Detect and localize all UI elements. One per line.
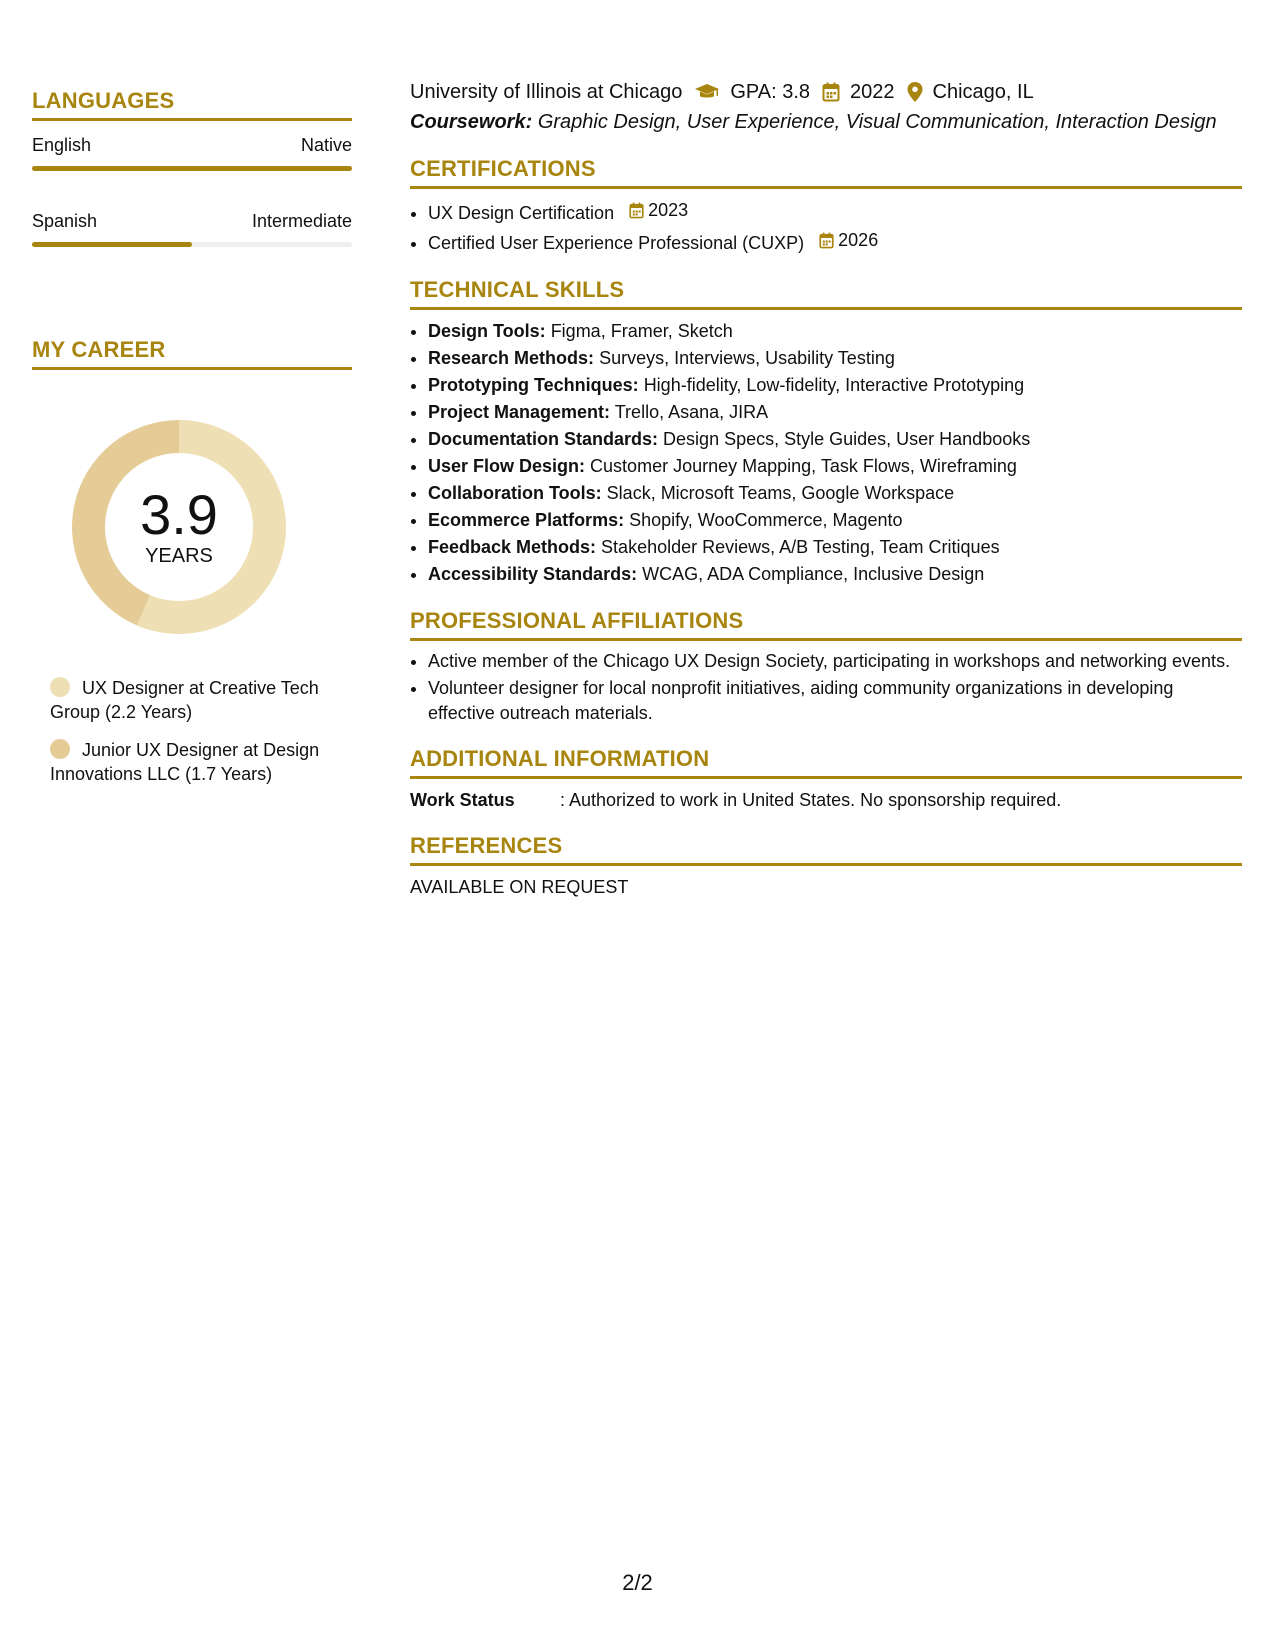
coursework-list: Graphic Design, User Experience, Visual Communication, Interaction Design	[537, 111, 1217, 133]
certification-name: Certified User Experience Professional (CUXP)	[428, 233, 805, 253]
language-row-english	[32, 135, 352, 156]
coursework-line	[410, 108, 1242, 136]
location: Chicago, IL	[932, 81, 1034, 103]
legend-item	[50, 738, 340, 786]
skill-label: Research Methods:	[428, 348, 595, 368]
school-name: University of Illinois at Chicago	[410, 81, 683, 103]
affiliations-list	[410, 649, 1242, 726]
skill-label: Collaboration Tools:	[428, 483, 602, 503]
certification-year: 2026	[838, 230, 879, 250]
list-item: • Volunteer designer for local nonprofit initiatives, aiding community organizations in developing effective outreach materials.	[428, 676, 1242, 726]
technical-skills-section	[410, 277, 1242, 588]
skill-value: WCAG, ADA Compliance, Inclusive Design	[642, 564, 985, 584]
references-title: REFERENCES	[410, 833, 1242, 866]
page-number: 2/2	[622, 1570, 653, 1595]
coursework-label: Coursework:	[410, 111, 533, 133]
skill-label: Feedback Methods:	[428, 537, 597, 557]
languages-title: LANGUAGES	[32, 88, 352, 121]
skill-value: Design Specs, Style Guides, User Handbooks	[663, 429, 1031, 449]
legend-item	[50, 676, 340, 724]
work-status-row	[410, 787, 1242, 813]
calendar-icon	[819, 232, 834, 249]
work-status-value: : Authorized to work in United States. No sponsorship required.	[560, 790, 1062, 810]
references-section	[410, 833, 1242, 900]
list-item	[428, 345, 1242, 372]
skill-label: Project Management:	[428, 402, 611, 422]
skill-value: Stakeholder Reviews, A/B Testing, Team Critiques	[601, 537, 1000, 557]
list-item	[428, 480, 1242, 507]
list-item	[428, 507, 1242, 534]
list-item	[428, 197, 1242, 227]
certifications-section	[410, 156, 1242, 257]
graduation-year: 2022	[850, 81, 895, 103]
additional-info-section	[410, 746, 1242, 813]
legend-label: UX Designer at Creative Tech Group (2.2 Years)	[50, 678, 319, 722]
list-item	[428, 318, 1242, 345]
skill-value: Surveys, Interviews, Usability Testing	[599, 348, 895, 368]
legend-label: Junior UX Designer at Design Innovations LLC (1.7 Years)	[50, 740, 320, 784]
skill-label: Ecommerce Platforms:	[428, 510, 625, 530]
career-legend	[50, 676, 340, 786]
language-row-spanish	[32, 211, 352, 232]
list-item	[428, 399, 1242, 426]
skill-value: Customer Journey Mapping, Task Flows, Wireframing	[590, 456, 1017, 476]
education-section	[410, 78, 1242, 136]
affiliations-section	[410, 608, 1242, 726]
certification-date	[629, 197, 688, 224]
language-fill	[32, 242, 192, 247]
skill-value: Trello, Asana, JIRA	[614, 402, 769, 422]
list-item	[428, 426, 1242, 453]
language-level: Native	[300, 135, 352, 155]
skill-value: High-fidelity, Low-fidelity, Interactive Prototyping	[643, 375, 1025, 395]
skill-value: Slack, Microsoft Teams, Google Workspace	[606, 483, 955, 503]
career-total-value: 3.9	[140, 483, 218, 546]
skill-label: Documentation Standards:	[428, 429, 659, 449]
certification-name: UX Design Certification	[428, 203, 615, 223]
skill-label: User Flow Design:	[428, 456, 586, 476]
career-title: MY CAREER	[32, 337, 352, 370]
references-text: AVAILABLE ON REQUEST	[410, 877, 629, 897]
gpa: GPA: 3.8	[730, 81, 811, 103]
language-bar-english	[32, 166, 352, 171]
skills-list	[410, 318, 1242, 588]
left-column	[32, 88, 352, 800]
education-line	[410, 78, 1242, 106]
certifications-list	[410, 197, 1242, 257]
list-item	[428, 227, 1242, 257]
list-item	[428, 372, 1242, 399]
map-pin-icon	[907, 82, 923, 102]
skill-label: Accessibility Standards:	[428, 564, 638, 584]
certifications-title: CERTIFICATIONS	[410, 156, 1242, 189]
calendar-icon	[629, 202, 644, 219]
skill-value: Shopify, WooCommerce, Magento	[629, 510, 903, 530]
career-section	[32, 337, 352, 786]
career-total-unit: YEARS	[145, 545, 213, 567]
legend-dot	[50, 739, 70, 759]
list-item	[428, 561, 1242, 588]
calendar-icon	[822, 82, 840, 102]
skill-label: Prototyping Techniques:	[428, 375, 639, 395]
list-item: • Active member of the Chicago UX Design Society, participating in workshops and networking events.	[428, 649, 1242, 674]
additional-info-title: ADDITIONAL INFORMATION	[410, 746, 1242, 779]
right-column	[410, 78, 1242, 900]
list-item	[428, 453, 1242, 480]
donut-center	[66, 483, 292, 568]
language-fill	[32, 166, 352, 171]
language-name: Spanish	[32, 211, 98, 231]
language-name: English	[32, 135, 92, 155]
language-level: Intermediate	[251, 211, 352, 231]
languages-section	[32, 88, 352, 247]
language-bar-spanish	[32, 242, 352, 247]
technical-skills-title: TECHNICAL SKILLS	[410, 277, 1242, 310]
skill-value: Figma, Framer, Sketch	[550, 321, 733, 341]
graduation-cap-icon	[694, 82, 720, 102]
career-donut-chart	[66, 414, 292, 640]
certification-date	[819, 227, 878, 254]
list-item	[428, 534, 1242, 561]
legend-dot	[50, 677, 70, 697]
work-status-label: Work Status	[410, 790, 515, 810]
skill-label: Design Tools:	[428, 321, 546, 341]
certification-year: 2023	[648, 200, 689, 220]
affiliations-title: PROFESSIONAL AFFILIATIONS	[410, 608, 1242, 641]
